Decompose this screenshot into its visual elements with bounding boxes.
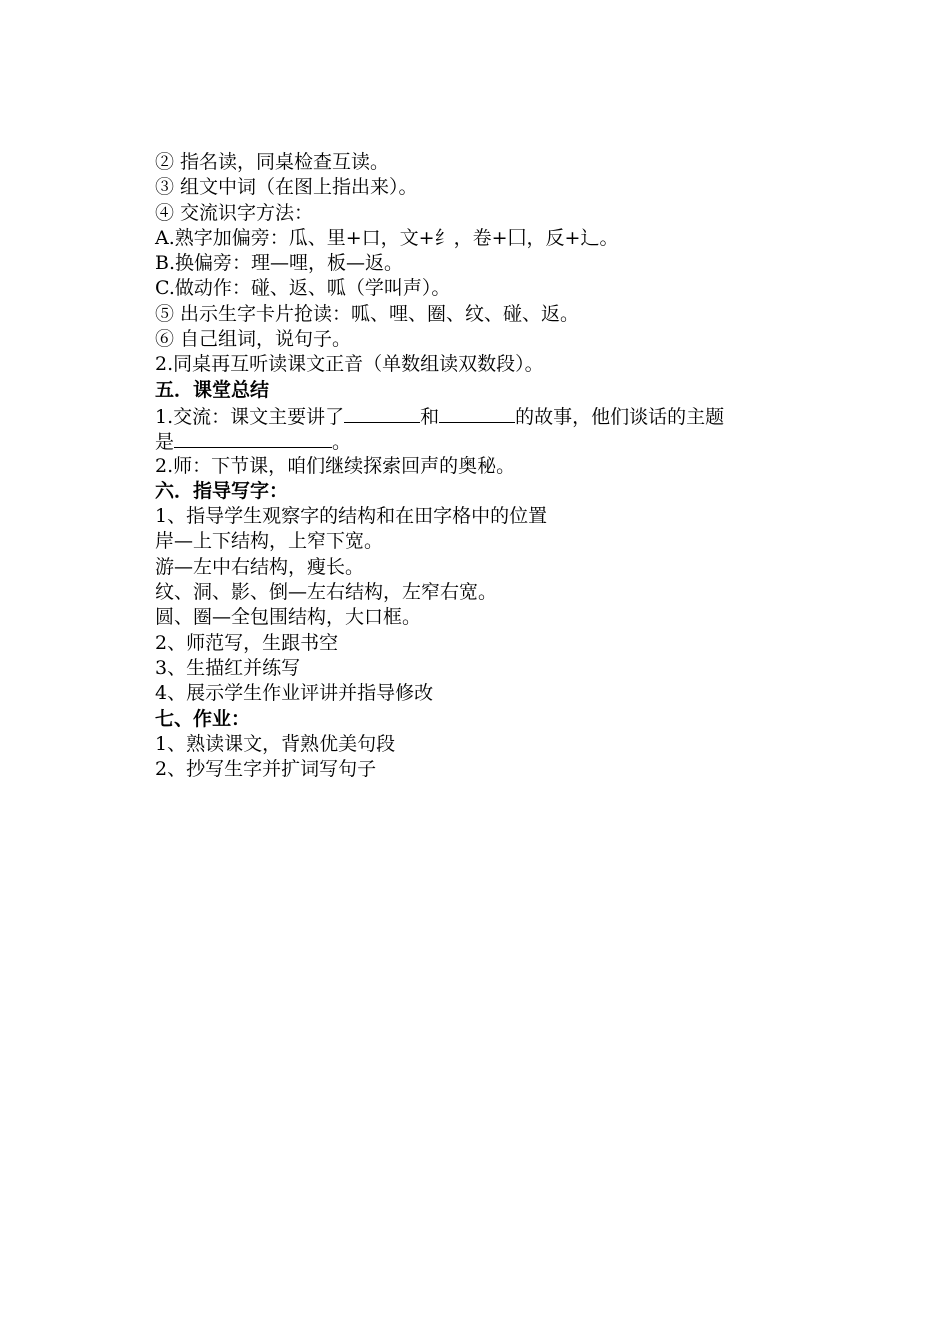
text-segment: 是	[155, 431, 175, 454]
text-line: 1、熟读课文，背熟优美句段	[155, 732, 396, 755]
text-segment: 的故事，他们谈话的主题	[515, 405, 725, 428]
section-heading-summary: 五．课堂总结	[155, 378, 270, 401]
text-segment: 。	[332, 431, 352, 454]
text-line: ⑤ 出示生字卡片抢读：呱、哩、圈、纹、碰、返。	[155, 302, 580, 325]
text-line: 2.师：下节课，咱们继续探索回声的奥秘。	[155, 454, 516, 477]
text-line: 1、指导学生观察字的结构和在田字格中的位置	[155, 505, 548, 528]
fill-blank	[439, 403, 515, 423]
section-heading-writing: 六．指导写字：	[155, 479, 289, 502]
text-line: ③ 组文中词（在图上指出来）。	[155, 176, 418, 199]
text-line: B.换偏旁：理—哩，板—返。	[155, 252, 404, 275]
text-line: 游—左中右结构，瘦长。	[155, 555, 365, 578]
text-line: 2.同桌再互听读课文正音（单数组读双数段）。	[155, 353, 544, 376]
text-line: ④ 交流识字方法：	[155, 201, 314, 224]
text-segment: 1.交流：课文主要讲了	[155, 405, 345, 428]
document-page	[155, 150, 835, 782]
text-line: ⑥ 自己组词，说句子。	[155, 328, 352, 351]
text-line: 4、展示学生作业评讲并指导修改	[155, 682, 434, 705]
fill-in-line	[155, 403, 835, 428]
text-line: C.做动作：碰、返、呱（学叫声）。	[155, 277, 451, 300]
text-segment: 和	[420, 405, 440, 428]
fill-in-line	[155, 428, 835, 453]
text-line: 3、生描红并练写	[155, 656, 301, 679]
text-line: 2、师范写，生跟书空	[155, 631, 339, 654]
fill-blank	[344, 403, 420, 423]
text-line: 岸—上下结构，上窄下宽。	[155, 530, 384, 553]
section-heading-homework: 七、作业：	[155, 707, 251, 730]
fill-blank	[174, 428, 332, 448]
text-line: 圆、圈—全包围结构，大口框。	[155, 606, 422, 629]
text-line: 2、抄写生字并扩词写句子	[155, 758, 377, 781]
text-line: ② 指名读，同桌检查互读。	[155, 151, 390, 173]
text-line: 纹、洞、影、倒—左右结构，左窄右宽。	[155, 581, 498, 604]
text-line: A.熟字加偏旁：瓜、里+口，文+纟，卷+囗，反+辶。	[155, 226, 619, 249]
